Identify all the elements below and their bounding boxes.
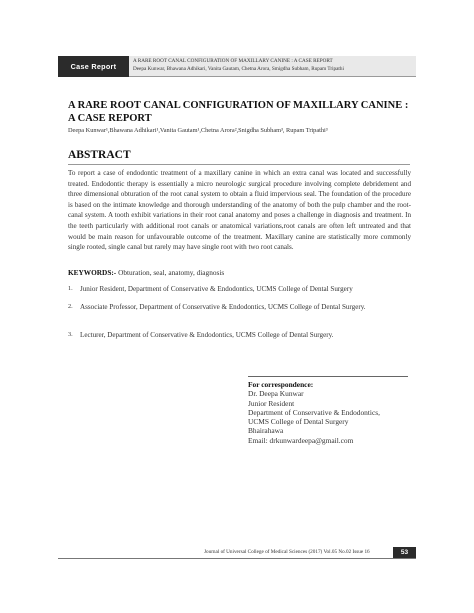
- affiliation-number: 3.: [68, 331, 73, 338]
- footer-divider: [58, 558, 416, 559]
- affiliation-number: 2.: [68, 303, 73, 310]
- correspondence-college: UCMS College of Dental Surgery: [248, 417, 349, 427]
- affiliation-text: Associate Professor, Department of Conservative & Endodontics, UCMS College of Dental Surgery.: [80, 303, 366, 311]
- article-title-line-2: A CASE REPORT: [68, 113, 152, 124]
- author-list: Deepa Kunwar¹,Bhawana Adhikari¹,Vanita Gautam¹,Chetna Arora²,Snigdha Subham³, Rupam Tripathi³: [68, 127, 328, 134]
- correspondence-city: Bhairahawa: [248, 426, 284, 436]
- affiliation-text: Lecturer, Department of Conservative & Endodontics, UCMS College of Dental Surgery.: [80, 331, 334, 339]
- correspondence-divider: [248, 376, 408, 377]
- abstract-heading: ABSTRACT: [68, 149, 131, 161]
- running-authors: Deepa Kunwar, Bhawana Adhikari, Vanita Gautam, Chetna Arora, Smigdha Subham, Rupam Tripathi: [133, 65, 344, 72]
- keywords: [68, 268, 411, 277]
- page-number: 53: [400, 549, 409, 556]
- abstract-text: To report a case of endodontic treatment of a maxillary canine in which an extra canal was located and successfully treated. Endodontic therapy is essentially a micro neurologic surgical procedure involving complete debridement and three dimensional obturation of the root canal system to obtain a fluid impervious seal. The foundation of the procedure is based on the intimate knowledge and thorough understanding of the anatomy of both the pulp chamber and the root-canal system. A tooth exhibit variations in their root canal anatomy and poses a challenge in diagnosis and treatment. In the teeth particularly with additional root canals or anatomical variations,root canals are often left untreated and that would be main reason for unfavourable outcome of the treatment. Maxillary canine are statistically more commonly single rooted, single canal but rarely may have single root with two root canals.: [68, 169, 411, 252]
- article-type-badge: [58, 56, 129, 77]
- running-title: A RARE ROOT CANAL CONFIGURATION OF MAXILLARY CANINE : A CASE REPORT: [133, 58, 333, 64]
- correspondence-position: Junior Resident: [248, 398, 295, 408]
- affiliation-number: 1.: [68, 285, 73, 292]
- correspondence-heading: For correspondence:: [248, 380, 314, 389]
- affiliation-item: [68, 330, 411, 341]
- running-header: [129, 56, 416, 77]
- article-title-line-1: A RARE ROOT CANAL CONFIGURATION OF MAXILLARY CANINE :: [68, 100, 409, 111]
- affiliation-item: [68, 284, 411, 295]
- keywords-value: Obturation, seal, anatomy, diagnosis: [116, 268, 225, 277]
- correspondence-email: Email: drkunwardeepa@gmail.com: [248, 435, 354, 445]
- affiliation-text: Junior Resident, Department of Conservative & Endodontics, UCMS College of Dental Surgery: [80, 285, 353, 293]
- article-title: [68, 99, 418, 125]
- correspondence-block: [248, 380, 380, 445]
- journal-citation: Journal of Universal College of Medical Sciences (2017) Vol.05 No.02 Issue 16: [204, 549, 370, 555]
- abstract-divider: [68, 164, 410, 165]
- correspondence-department: Department of Conservative & Endodontics,: [248, 407, 380, 417]
- keywords-label: KEYWORDS:-: [68, 268, 117, 277]
- page-number-badge: [393, 547, 416, 558]
- correspondence-name: Dr. Deepa Kunwar: [248, 389, 304, 399]
- affiliation-item: [68, 302, 411, 313]
- article-type-label: Case Report: [70, 62, 117, 71]
